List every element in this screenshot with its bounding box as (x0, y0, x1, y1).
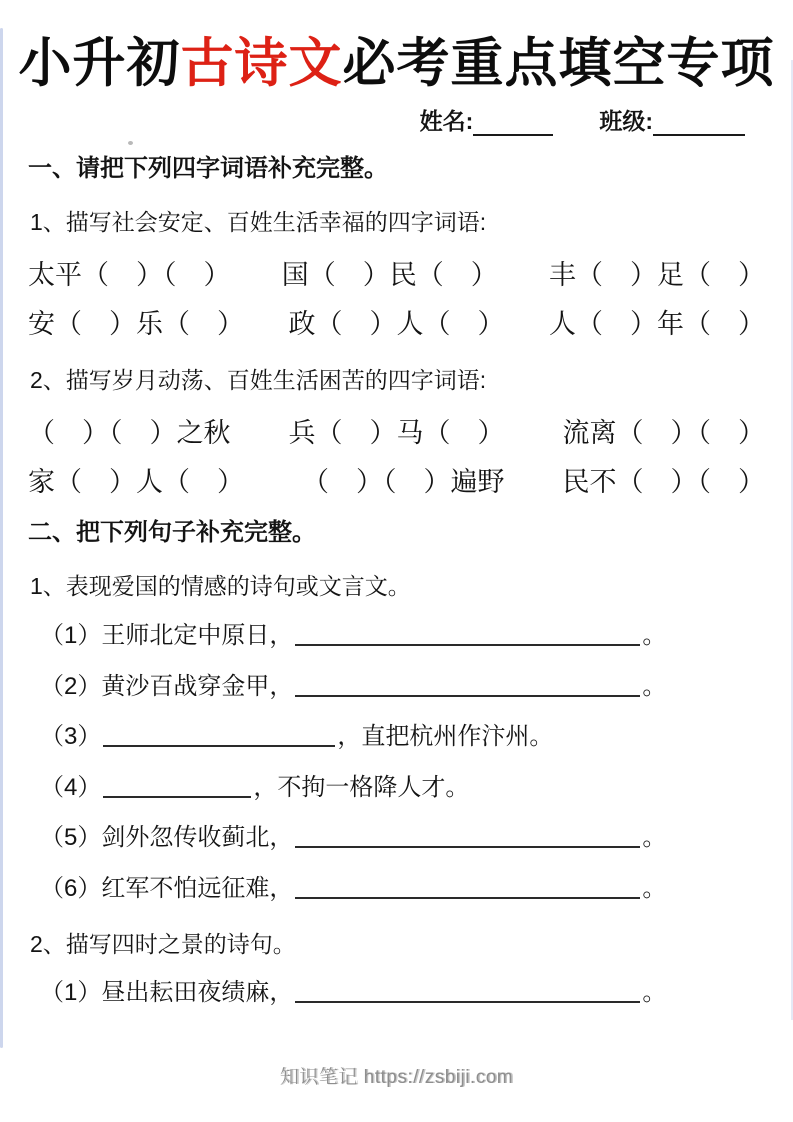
sentence (40, 771, 793, 805)
sentence (40, 821, 793, 855)
class-input-line[interactable] (653, 108, 745, 136)
question-1-2-label: 2、描写岁月动荡、百姓生活困苦的四字词语: (30, 367, 487, 394)
scan-edge-left (0, 28, 3, 1048)
sentence (40, 976, 793, 1010)
answer-blank[interactable] (295, 620, 640, 646)
sentence-number: （3） (40, 723, 102, 751)
sentence-number: （1） (40, 979, 102, 1007)
sentence-post: 。 (642, 621, 667, 649)
word-cell[interactable]: （ ）（ ）之秋 (28, 417, 231, 448)
sentence-pre: 剑外忽传收蓟北， (101, 824, 294, 852)
word-cell[interactable]: 国（ ）民（ ） (281, 259, 498, 290)
class-label: 班级: (599, 107, 653, 134)
sentence-number: （1） (40, 621, 102, 649)
question-1-1-label: 1、描写社会安定、百姓生活幸福的四字词语: (30, 208, 487, 235)
sentence-post: 。 (642, 874, 667, 902)
section1-heading: 一、请把下列四字词语补充完整。 (28, 154, 388, 182)
title-part-black2: 必考重点填空专项 (342, 34, 775, 93)
name-field (420, 103, 554, 136)
answer-blank[interactable] (103, 772, 251, 798)
word-cell[interactable]: 兵（ ）马（ ） (288, 417, 505, 448)
sentence-number: （6） (40, 874, 102, 902)
sentence-pre: 黄沙百战穿金甲， (101, 672, 294, 700)
sentence-pre: 王师北定中原日， (101, 621, 294, 649)
sentence-pre: 昼出耘田夜绩麻， (101, 979, 294, 1007)
word-row (0, 258, 793, 293)
answer-blank[interactable] (295, 671, 640, 697)
title-part-black1: 小升初 (18, 34, 181, 93)
student-info-row (0, 103, 793, 136)
title-part-red: 古诗文 (180, 34, 343, 93)
name-label: 姓名: (419, 107, 474, 134)
word-cell[interactable]: 人（ ）年（ ） (549, 308, 765, 339)
question-2-2-label: 2、描写四时之景的诗句。 (30, 930, 296, 957)
sentence-number: （4） (40, 773, 102, 801)
sentence (40, 619, 793, 653)
answer-blank[interactable] (295, 873, 640, 899)
section2-heading: 二、把下列句子补充完整。 (28, 519, 316, 547)
sentence-number: （5） (40, 824, 102, 852)
sentence (40, 720, 793, 754)
word-row (0, 307, 793, 342)
answer-blank[interactable] (295, 822, 640, 848)
sentence-post: 。 (642, 824, 667, 852)
sentence-pre: 红军不怕远征难， (101, 874, 294, 902)
watermark: 知识笔记 https://zsbiji.com (279, 1067, 514, 1088)
word-cell[interactable]: 家（ ）人（ ） (28, 467, 244, 497)
sentence-number: （2） (40, 672, 102, 700)
sentence (40, 872, 793, 906)
word-row (0, 465, 793, 500)
word-cell[interactable]: （ ）（ ）遍野 (302, 467, 505, 497)
name-input-line[interactable] (473, 108, 553, 136)
sentence-post: 。 (642, 672, 667, 700)
sentence (40, 670, 793, 704)
word-cell[interactable]: 政（ ）人（ ） (288, 308, 505, 339)
class-field (599, 103, 745, 136)
word-row (0, 416, 793, 451)
sentence-post: 。 (642, 979, 667, 1007)
page-title (14, 34, 779, 95)
question-2-1-label: 1、表现爱国的情感的诗句或文言文。 (30, 573, 411, 600)
answer-blank[interactable] (103, 721, 335, 747)
word-cell[interactable]: 丰（ ）足（ ） (549, 259, 765, 290)
sentence-post: ，直把杭州作汴州。 (337, 723, 554, 751)
word-cell[interactable]: 安（ ）乐（ ） (28, 308, 244, 339)
word-cell[interactable]: 民不（ ）（ ） (562, 467, 765, 497)
sentence-post: ，不拘一格降人才。 (253, 773, 470, 801)
word-cell[interactable]: 太平（ ）（ ） (28, 259, 231, 290)
answer-blank[interactable] (295, 977, 640, 1003)
word-cell[interactable]: 流离（ ）（ ） (562, 417, 765, 448)
scan-dot-artifact (128, 141, 133, 145)
